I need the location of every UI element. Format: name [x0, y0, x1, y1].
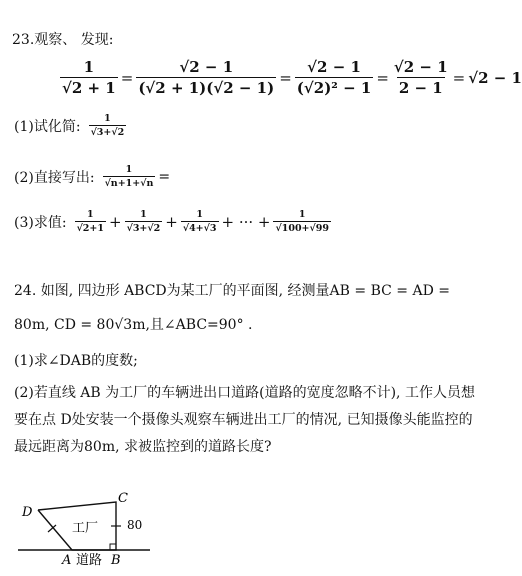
q24-part-2-line-1: (2)若直线 AB 为工厂的车辆进出口道路(道路的宽度忽略不计), 工作人员想 [14, 385, 475, 401]
q24-line-1: 24. 如图, 四边形 ABCD为某工厂的平面图, 经测量AB = BC = AD = [14, 283, 450, 299]
p3-term-2: $\frac{1}{√3+√2}$ [126, 209, 161, 234]
q23-title: 23.观察、 发现: [12, 32, 114, 48]
eq-result: √2 − 1 [468, 68, 522, 87]
p2-fraction: $\frac{1}{√n+1+√n}$ [104, 164, 154, 189]
q23-part-2: (2)直接写出: $\frac{1}{√n+1+√n}$ = [14, 164, 171, 189]
q23-part-3: (3)求值: $\frac{1}{√2+1}$ + $\frac{1}{√3+√2}$ + $\frac{1}{√4+√3}$ + ··· + $\frac{1}{√100+√99}$ [14, 209, 329, 234]
label-road: 道路 [76, 553, 103, 568]
eq-fraction-2: $\frac{√2 - 1}{(√2 + 1)(√2 - 1)}$ [138, 58, 275, 97]
label-d: D [22, 505, 33, 520]
label-b: B [111, 553, 121, 568]
label-80: 80 [127, 518, 143, 532]
eq-fraction-1: $\frac{1}{√2 + 1}$ [62, 58, 116, 97]
right-angle-mark [110, 544, 116, 550]
label-c: C [118, 491, 128, 506]
p3-term-1: $\frac{1}{√2+1}$ [76, 209, 104, 234]
eq-fraction-4: $\frac{√2 - 1}{2 - 1}$ [393, 58, 448, 97]
label-a: A [62, 553, 72, 568]
q24-part-2-line-3: 最远距离为80m, 求被监控到的道路长度? [14, 439, 272, 455]
factory-figure [0, 480, 200, 576]
label-factory: 工厂 [72, 521, 99, 536]
q23-part-1: (1)试化简: $\frac{1}{√3+√2}$ [14, 113, 125, 138]
p1-fraction: $\frac{1}{√3+√2}$ [90, 113, 125, 138]
q24-part-1: (1)求∠DAB的度数; [14, 353, 138, 369]
eq-fraction-3: $\frac{√2 - 1}{\text{(√2)² − 1}}$ [296, 58, 372, 97]
p3-term-3: $\frac{1}{√4+√3}$ [182, 209, 217, 234]
q24-line-2: 80m, CD = 80√3m,且∠ABC=90° . [14, 317, 253, 333]
q23-observation-equation: $\frac{1}{√2 + 1}$ = $\frac{√2 - 1}{(√2 + 1)(√2 - 1)}$ = $\frac{√2 - 1}{\text{(√2)² − 1}}$ = $\frac{√2 - 1}{2 - 1}$ = √2 − 1 [62, 58, 522, 97]
q24-part-2-line-2: 要在点 D处安装一个摄像头观察车辆进出工厂的情况, 已知摄像头能监控的 [14, 412, 473, 428]
p3-term-last: $\frac{1}{√100+√99}$ [275, 209, 329, 234]
p3-ellipsis: + ··· + [221, 212, 271, 231]
